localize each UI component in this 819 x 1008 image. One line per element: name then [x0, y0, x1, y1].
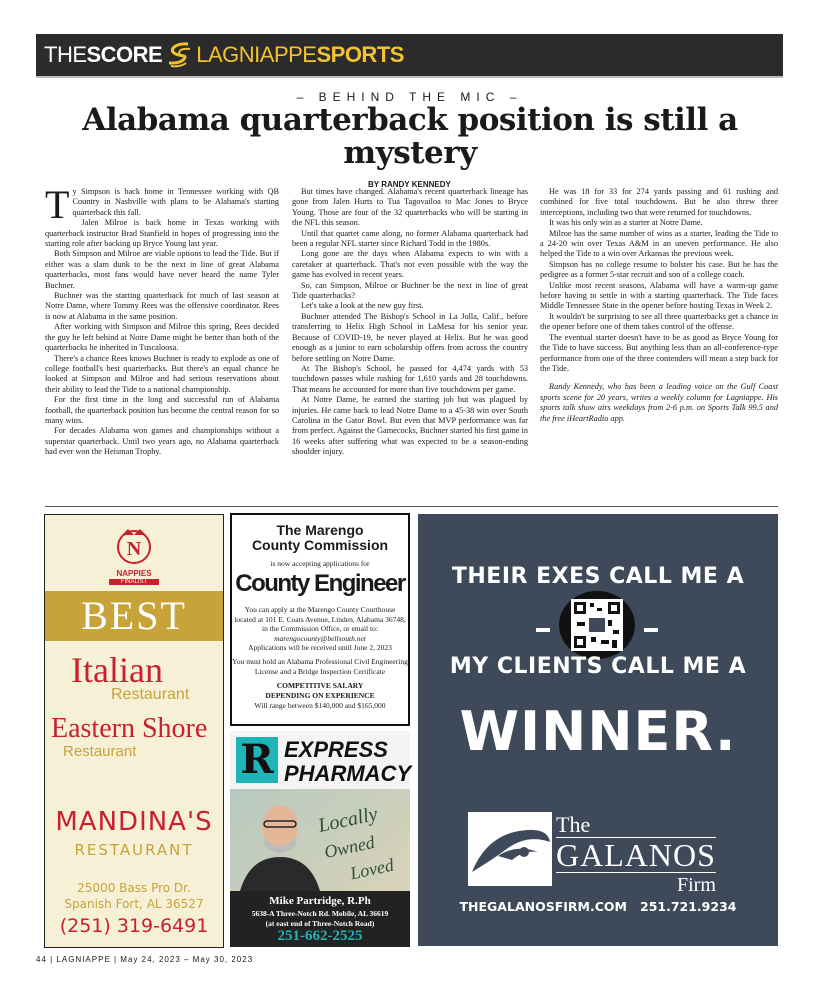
ad-galanos-firm[interactable] [418, 514, 778, 946]
logo-score: SCORE [86, 42, 163, 67]
paragraph: He was 18 for 33 for 274 yards passing and 61 rushing and combined for five total touchdowns. But he also threw three interceptions, including two that were returned for touchdowns. [540, 187, 778, 217]
apply-details: You can apply at the Marengo County Courthouse located at 101 E. Coats Avenue, Linden, Alabama 36748, in the Commission Office, or email to: marengocounty@bellsouth.net Applications will be received until June 2, 2023 [232, 605, 408, 653]
sign-owned: Owned [322, 831, 377, 863]
award-restaurant-2: Restaurant [63, 743, 137, 760]
accepting-text: is now accepting applications for [270, 559, 370, 568]
logo-the: THE [44, 42, 87, 67]
phone-number[interactable]: (251) 319-6491 [59, 915, 209, 937]
paragraph: Ty Simpson is back home in Tennessee working with QB Country in Nashville with plans to be Alabama's starting quarterback this fall. [45, 182, 279, 227]
paragraph: Both Simpson and Milroe are viable options to lead the Tide. But if either was a slam dunk to be the next in line of great Alabama quarterbacks, most fans would have never heard the name Tyler Buchner. [45, 249, 279, 290]
pharmacist-name: Mike Partridge, R.Ph [269, 895, 371, 907]
org-name-2: County Commission [251, 537, 389, 553]
crown-icon [114, 525, 154, 569]
qr-code-icon[interactable] [557, 590, 637, 660]
pharmacy-address-note: (at east end of Three-Notch Road) [265, 919, 375, 928]
article-column-2 [292, 187, 528, 458]
sign-locally: Locally [316, 803, 380, 838]
salary-range: Will range between $140,000 and $165,000 [254, 701, 386, 710]
paragraph: Buchner attended The Bishop's School in La Jolla, Calif., before transferring to Helix High School in LaMesa for his senior year. Because of COVID-19, he never played at Helix. But he was good enough as a junior to earn scholarship offers from across the country before settling on Notre Dame. [292, 311, 528, 363]
firm-firm: Firm [677, 874, 716, 896]
headline: Alabama quarterback position is still a mystery [82, 102, 738, 171]
paragraph: There's a chance Rees knows Buchner is ready to explode as one of college football's best quarterbacks. But there's an equal chance he looked at Simpson and Milroe and had serious reservations about their ability to lead the Tide to a national championship. [45, 353, 279, 394]
ad-line-2: MY CLIENTS CALL ME A [449, 654, 747, 679]
section-header [36, 34, 783, 76]
dash-left [536, 628, 550, 632]
paragraph: After working with Simpson and Milroe this spring, Rees decided the guy he left behind at Notre Dame might be better than both of the quarterbacks he inherited in Tuscaloosa. [45, 322, 279, 353]
pharmacy-name-1: EXPRESS [284, 737, 388, 762]
pharmacy-address: 5638-A Three-Notch Rd. Mobile, AL 36619 [251, 909, 389, 918]
article-column-1 [45, 182, 279, 458]
drop-cap: T [45, 182, 70, 227]
finalist-badge: FINALIST [109, 579, 159, 585]
paragraph: Milroe has the same number of wins as a starter, leading the Tide to a 24-20 win over Texas A&M in an uneven performance. He also helped the Tide to a win over Arkansas the previous week. [540, 228, 778, 259]
logo-lagniappe: LAGNIAPPE [196, 42, 317, 67]
paragraph: Jalen Milroe is back home in Texas working with quarterback instructor Brad Stanfield in hopes of progressing into the starting role after backing up Bryce Young last year. [45, 218, 279, 249]
author-tagline: Randy Kennedy, who has been a leading voice on the Gulf Coast sports scene for 20 years, writes a weekly column for Lagniappe. His sports talk show airs weekdays from 2-6 p.m. on Sports Talk 99.5 and the free iHeartRadio app. [540, 382, 778, 423]
ad-winner: WINNER. [459, 700, 737, 763]
paragraph: It was his only win as a starter at Notre Dame. [549, 218, 703, 228]
pharmacist-icon [240, 795, 320, 891]
paragraph: So, can Simpson, Milroe or Buchner be the next in line of great Tide quarterbacks? [292, 280, 528, 301]
logo-sports: SPORTS [316, 42, 404, 67]
firm-contact[interactable]: THEGALANOSFIRM.COM 251.721.9234 [459, 899, 737, 914]
paragraph: At The Bishop's School, he passed for 4,474 yards with 53 touchdown passes while rushing for 1,610 yards and 28 touchdowns. That means he accounted for more than five touchdowns per game. [292, 363, 528, 394]
address-line-2: Spanish Fort, AL 36527 [64, 897, 204, 911]
ad-mandinas[interactable] [44, 514, 224, 948]
email-link[interactable]: marengocounty@bellsouth.net [274, 633, 366, 643]
mandinas-restaurant: RESTAURANT [74, 841, 194, 859]
section-logo [44, 40, 404, 70]
paragraph: The eventual starter doesn't have to be as good as Bryce Young for the Tide to have success. But anything less than an all-conference-type performance from one of the three contenders will mean a step back for the Tide. [540, 332, 778, 373]
column-kicker: – BEHIND THE MIC – [296, 90, 523, 104]
paragraph: At Notre Dame, he earned the starting job but was plagued by injuries. He came back to lead Notre Dame to a 45-38 win over South Carolina in the Gator Bowl. But even that MVP performance was far from perfect. Against the Gamecocks, Buchner started his first game in 16 weeks after suffering what was expected to be a season-ending shoulder injury. [292, 395, 528, 457]
best-banner: BEST [45, 591, 223, 641]
firm-galanos: GALANOS [556, 837, 716, 873]
header-rule [36, 76, 783, 78]
rx-icon: R [236, 737, 278, 783]
swoosh-icon [166, 41, 192, 69]
page-footer: 44 | LAGNIAPPE | May 24, 2023 – May 30, 2023 [36, 955, 254, 964]
org-name-1: The Marengo [276, 522, 364, 538]
paragraph: For the first time in the long and successful run of Alabama football, the quarterback position has become the central reason for so many wins. [45, 395, 279, 425]
paragraph: Buchner was the starting quarterback for much of last season at Notre Dame, where Tommy Rees was the offensive coordinator. Rees is now at Alabama in the same position. [45, 291, 279, 321]
paragraph: But times have changed. Alabama's recent quarterback lineage has gone from Jalen Hurts to Tua Tagovailoa to Mac Jones to Bryce Young. Those are four of the 32 quarterbacks who will be starting in the NFL this season. [292, 187, 528, 228]
paragraph: For decades Alabama won games and championships without a superstar quarterback. Until two years ago, no Alabama quarterback had ever won the Heisman Trophy. [45, 426, 279, 457]
byline: BY RANDY KENNEDY [368, 180, 451, 189]
paragraph: Until that quartet came along, no former Alabama quarterback had been a regular NFL starter since Richard Todd in the 1980s. [292, 228, 528, 249]
award-eastern-shore: Eastern Shore [51, 713, 208, 744]
article-column-3 [540, 187, 778, 424]
ad-express-pharmacy[interactable] [230, 731, 410, 947]
dash-right [644, 628, 658, 632]
paragraph: It wouldn't be surprising to see all three quarterbacks get a chance in the opener before one of them takes control of the offense. [540, 311, 778, 332]
mandinas-name: MANDINA'S [55, 807, 213, 837]
svg-text:N: N [126, 538, 142, 560]
requirements: You must hold an Alabama Professional Civil Engineering License and a Bridge Inspection Certificate [232, 657, 408, 676]
address-line-1: 25000 Bass Pro Dr. [77, 881, 191, 895]
nappies-brand: NAPPIES [116, 569, 152, 578]
award-italian: Italian [71, 650, 163, 690]
award-restaurant-1: Restaurant [111, 686, 190, 703]
pharmacy-name-2: PHARMACY [284, 761, 412, 786]
galanos-logo-icon [468, 812, 552, 886]
position-title: County Engineer [235, 570, 405, 597]
paragraph: Simpson has no college resume to bolster his case. But he has the pedigree as a former 5-star recruit and son of a college coach. [540, 259, 778, 280]
sign-loved: Loved [348, 854, 396, 884]
divider [45, 506, 778, 507]
ad-marengo-county[interactable] [230, 513, 410, 726]
paragraph: Let's take a look at the new guy first. [301, 301, 424, 311]
ad-line-1: THEIR EXES CALL ME A [451, 564, 745, 589]
paragraph: Long gone are the days when Alabama expects to win with a caretaker at quarterback. That's not even possible with the way the game has evolved in recent years. [292, 249, 528, 280]
pharmacy-phone[interactable]: 251-662-2525 [277, 928, 363, 944]
pharmacist-photo [230, 789, 410, 891]
paragraph: Unlike most recent seasons, Alabama will have a warm-up game before having to settle in with a starting quarterback. The Tide faces Middle Tennessee State in the opener before hosting Texas in Week 2. [540, 280, 778, 311]
firm-the: The [556, 812, 591, 837]
salary-info: COMPETITIVE SALARY DEPENDING ON EXPERIENCE [265, 681, 375, 700]
